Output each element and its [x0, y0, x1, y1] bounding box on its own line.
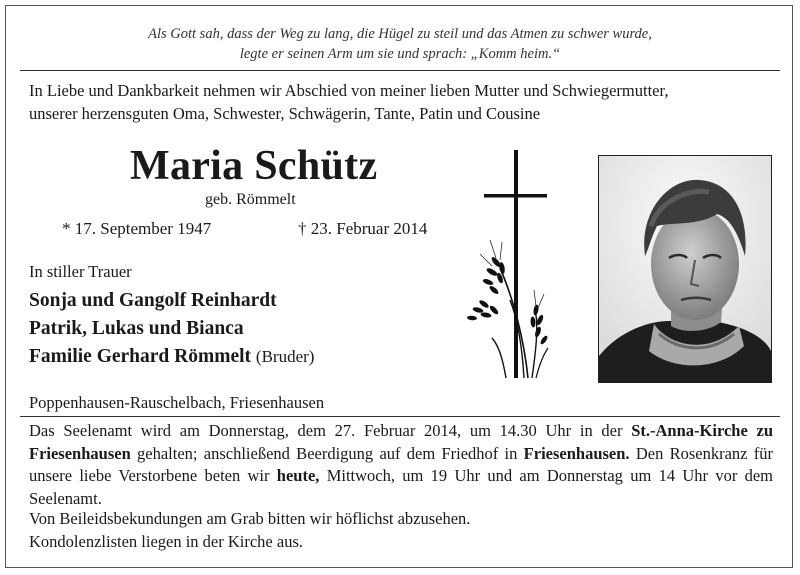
birth-name: geb. Römmelt: [205, 191, 296, 208]
birth-symbol: *: [62, 219, 71, 238]
mourners-heading: In stiller Trauer: [29, 262, 132, 281]
intro-line-2: unserer herzensguten Oma, Schwester, Schwägerin, Tante, Patin und Cousine: [29, 104, 541, 123]
death-date: 23. Februar 2014: [310, 219, 428, 238]
birth-date: 17. September 1947: [74, 219, 212, 238]
portrait-image: [599, 156, 771, 382]
cemetery-place: Friesenhausen.: [523, 443, 630, 463]
portrait-photo: [598, 155, 772, 383]
mourner-line-1: Sonja und Gangolf Reinhardt: [29, 290, 277, 311]
birth-date-line: [62, 219, 211, 239]
church-name: St.-Anna-Kirche zu Friesenhausen: [29, 421, 774, 463]
divider-bottom: [20, 416, 780, 417]
closing-line-1: Von Beileidsbekundungen am Grab bitten wir höflichst abzusehen.: [29, 509, 471, 528]
service-paragraph: [29, 420, 773, 510]
closing-line-2: Kondolenzlisten liegen in der Kirche aus.: [29, 532, 303, 551]
motto-line-1: Als Gott sah, dass der Weg zu lang, die Hügel zu steil und das Atmen zu schwer wurde,: [148, 26, 652, 42]
mourner-line-3: [29, 346, 314, 368]
service-text-2: gehalten; anschließend Beerdigung auf dem Friedhof in: [130, 443, 524, 463]
intro-line-1: In Liebe und Dankbarkeit nehmen wir Abschied von meiner lieben Mutter und Schwiegermutter,: [29, 81, 669, 100]
death-date-line: [298, 219, 427, 239]
mourner-relation-note: (Bruder): [255, 347, 315, 366]
cross-with-wheat-icon: [466, 150, 556, 380]
motto-line-2: legte er seinen Arm um sie und sprach: „Komm heim.“: [239, 46, 561, 62]
divider-top: [20, 70, 780, 71]
deceased-name: Maria Schütz: [130, 143, 378, 189]
mourner-line-2: Patrik, Lukas und Bianca: [29, 318, 244, 339]
rosary-day: heute,: [276, 466, 320, 485]
service-text-4: Mittwoch, um 19 Uhr und am Donnerstag um 14 Uhr vor dem Seelenamt.: [29, 466, 774, 508]
mourner-line-3-name: Familie Gerhard Römmelt: [29, 346, 252, 367]
death-symbol: †: [298, 219, 307, 238]
service-text-1: Das Seelenamt wird am Donnerstag, dem 27. Februar 2014, um 14.30 Uhr in der: [29, 421, 632, 440]
service-text-3: Den Rosenkranz für unsere liebe Verstorbene beten wir: [29, 443, 773, 485]
location: Poppenhausen-Rauschelbach, Friesenhausen: [29, 393, 325, 412]
